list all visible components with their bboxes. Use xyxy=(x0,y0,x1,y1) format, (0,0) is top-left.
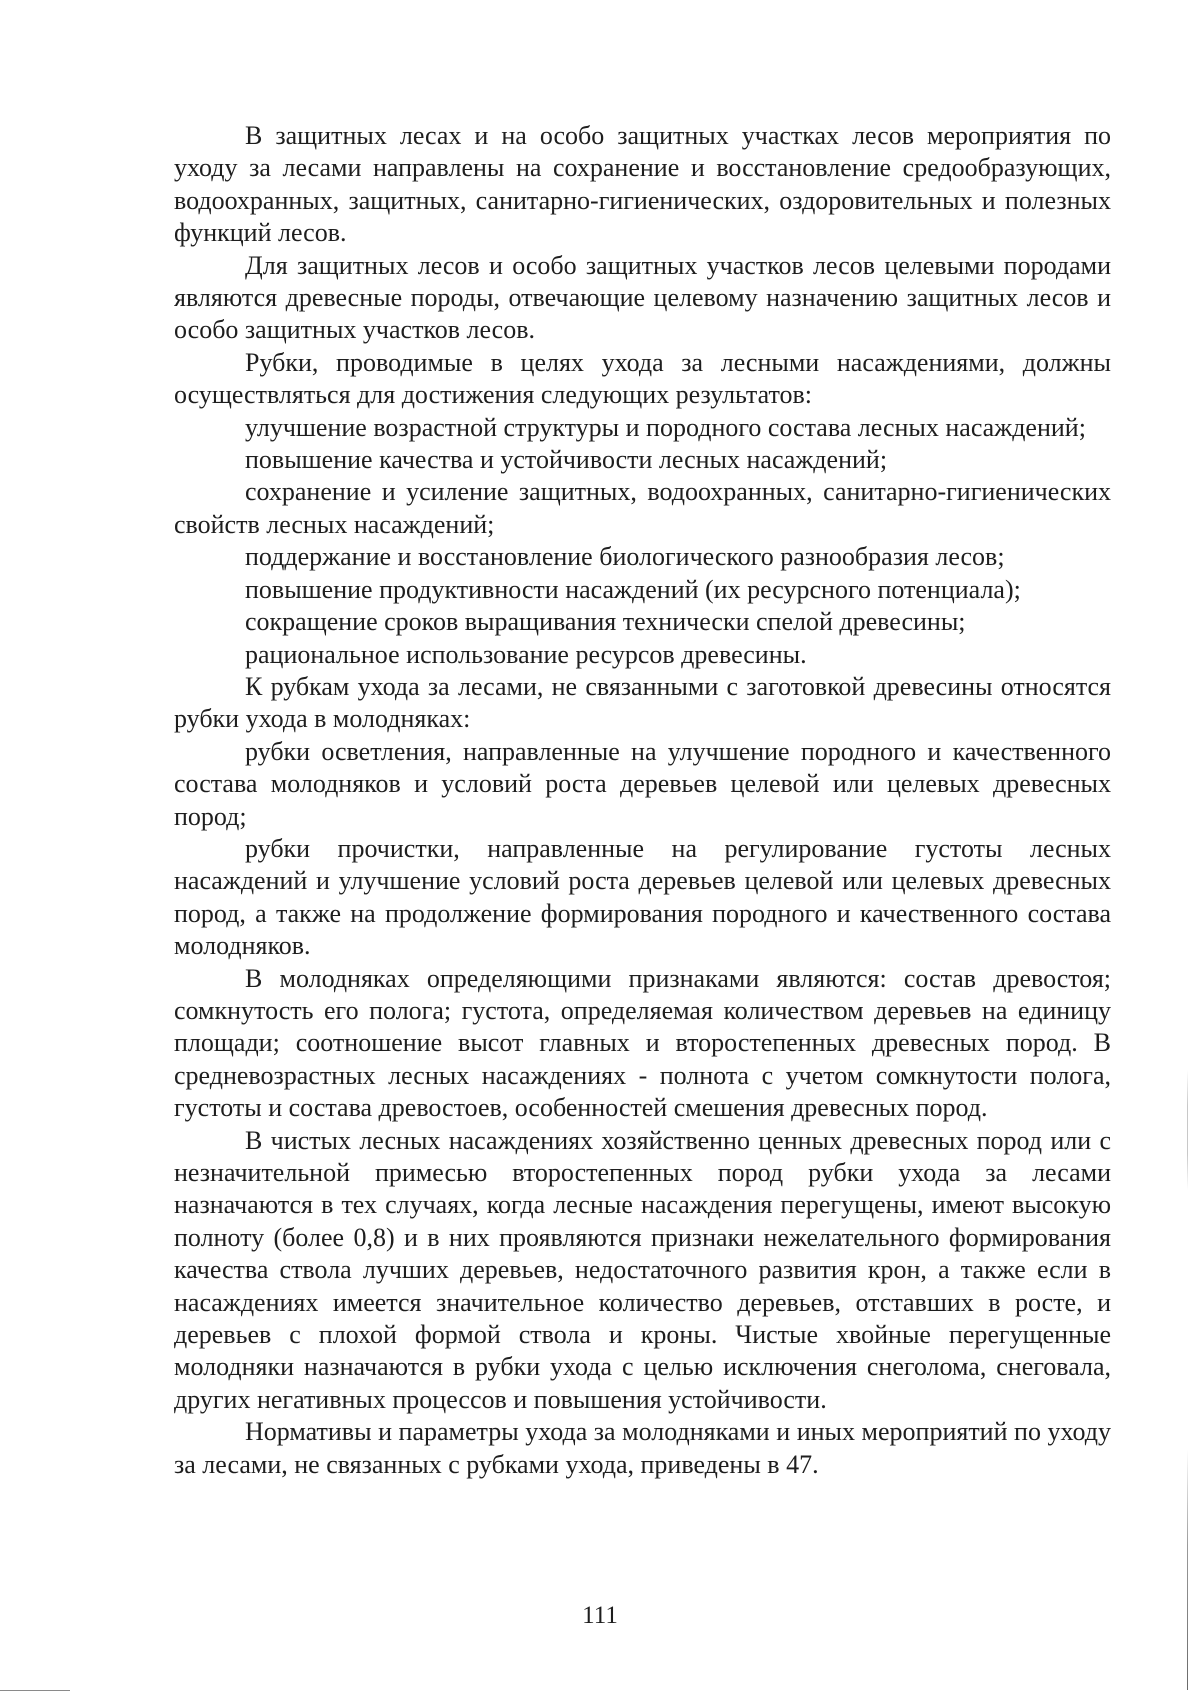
scan-edge-mark xyxy=(1187,1450,1188,1690)
scan-edge-mark xyxy=(1187,1070,1188,1190)
body-text xyxy=(174,120,1111,1481)
list-item: рациональное использование ресурсов древесины. xyxy=(245,639,807,669)
list-item: сохранение и усиление защитных, водоохранных, санитарно-гигиенических свойств лесных насаждений; xyxy=(174,477,1111,539)
list-item: сокращение сроков выращивания технически спелой древесины; xyxy=(245,607,966,637)
list-item: повышение качества и устойчивости лесных насаждений; xyxy=(245,445,888,475)
list-item: рубки прочистки, направленные на регулирование густоты лесных насаждений и улучшение условий роста деревьев целевой или целевых древесных пород, а также на продолжение формирования породного и качественного состава молодняков. xyxy=(174,833,1111,961)
paragraph: Рубки, проводимые в целях ухода за лесными насаждениями, должны осуществляться для достижения следующих результатов: xyxy=(174,347,1111,410)
paragraph: Для защитных лесов и особо защитных участков лесов целевыми породами являются древесные породы, отвечающие целевому назначению защитных лесов и особо защитных участков лесов. xyxy=(174,250,1111,345)
list-item: рубки осветления, направленные на улучшение породного и качественного состава молодняков и условий роста деревьев целевой или целевых древесных пород; xyxy=(174,736,1111,831)
paragraph: В молодняках определяющими признаками являются: состав древостоя; сомкнутость его полога; густота, определяемая количеством деревьев на единицу площади; соотношение высот главных и второстепенных древесных пород. В средневозрастных лесных насаждениях - полнота с учетом сомкнутости полога, густоты и состава древостоев, особенностей смешения древесных пород. xyxy=(174,963,1111,1123)
paragraph: В чистых лесных насаждениях хозяйственно ценных древесных пород или с незначительной примесью второстепенных пород рубки ухода за лесами назначаются в тех случаях, когда лесные насаждения перегущены, имеют высокую полноту (более 0,8) и в них проявляются признаки нежелательного формирования качества ствола лучших деревьев, недостаточного развития крон, а также если в насаждениях имеется значительное количество деревьев, отставших в росте, и деревьев с плохой формой ствола и кроны. Чистые хвойные перегущенные молодняки назначаются в рубки ухода с целью исключения снеголома, снеговала, других негативных процессов и повышения устойчивости. xyxy=(174,1125,1111,1414)
list-item: поддержание и восстановление биологического разнообразия лесов; xyxy=(245,542,1005,572)
paragraph: Нормативы и параметры ухода за молодняками и иных мероприятий по уходу за лесами, не связанных с рубками ухода, приведены в 47. xyxy=(174,1417,1111,1479)
scan-edge-mark xyxy=(0,1690,70,1691)
page-number: 111 xyxy=(582,1602,618,1629)
list-item: повышение продуктивности насаждений (их ресурсного потенциала); xyxy=(245,574,1021,604)
paragraph: В защитных лесах и на особо защитных участках лесов мероприятия по уходу за лесами направлены на сохранение и восстановление средообразующих, водоохранных, защитных, санитарно-гигиенических, оздоровительных и полезных функций лесов. xyxy=(174,121,1111,248)
list-item: улучшение возрастной структуры и породного состава лесных насаждений; xyxy=(245,412,1086,442)
paragraph: К рубкам ухода за лесами, не связанными с заготовкой древесины относятся рубки ухода в молодняках: xyxy=(174,671,1111,734)
